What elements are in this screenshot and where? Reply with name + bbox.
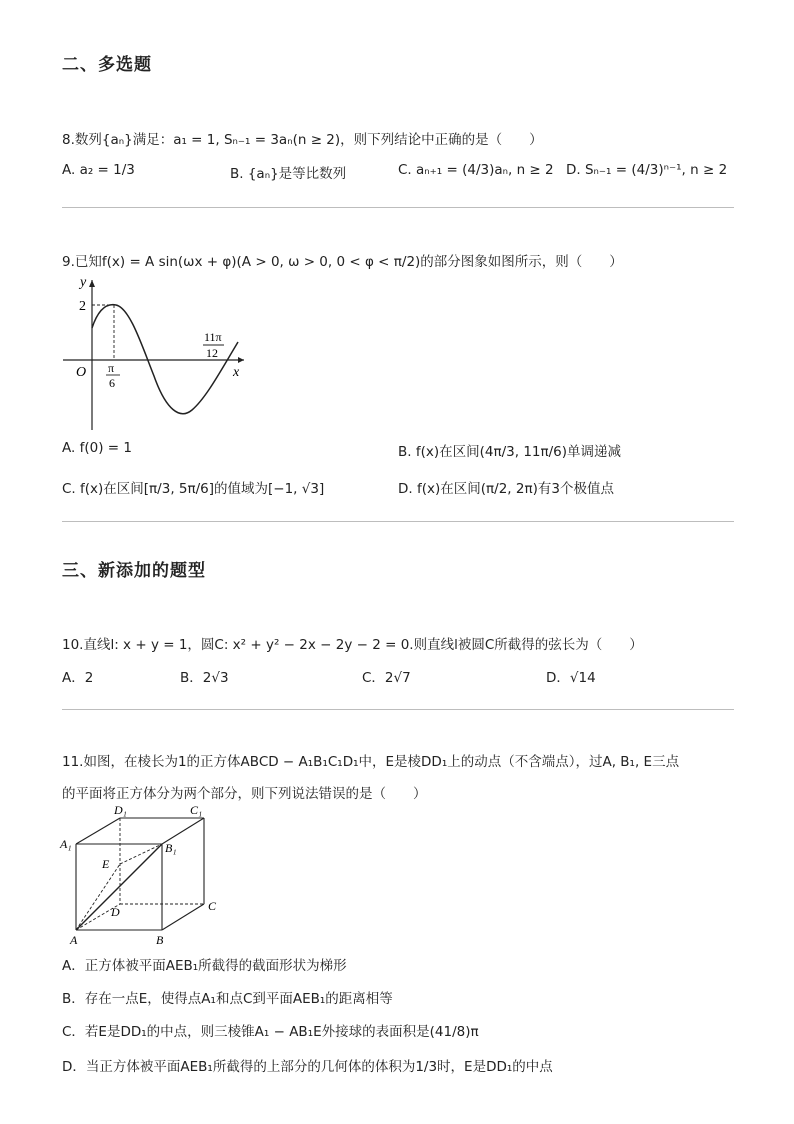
- question-11-option-b: B．存在一点E，使得点A₁和点C到平面AEB₁的距离相等: [62, 991, 393, 1007]
- y-axis-label: y: [80, 275, 87, 290]
- question-11-stem-line-2: 的平面将正方体分为两个部分，则下列说法错误的是（ ）: [62, 786, 427, 802]
- question-10-option-d: D．√14: [546, 670, 596, 686]
- label-C1: C₁: [190, 803, 203, 817]
- question-10-option-b: B．2√3: [180, 670, 229, 686]
- label-B: B: [156, 933, 164, 947]
- divider: [62, 521, 734, 522]
- question-9-option-a: A. f(0) = 1: [62, 440, 132, 456]
- question-11-option-c: C．若E是DD₁的中点，则三棱锥A₁ − AB₁E外接球的表面积是(41/8)π: [62, 1024, 479, 1040]
- divider: [62, 207, 734, 208]
- label-A1: A₁: [60, 837, 72, 851]
- question-8-option-d: D. Sₙ₋₁ = (4/3)ⁿ⁻¹, n ≥ 2: [566, 162, 728, 178]
- question-10-option-c: C．2√7: [362, 670, 411, 686]
- question-8-option-b: B. {aₙ}是等比数列: [230, 166, 347, 182]
- origin-label: O: [76, 365, 87, 380]
- question-11-stem-line-1: 11.如图，在棱长为1的正方体ABCD − A₁B₁C₁D₁中，E是棱DD₁上的动点（不含端点），过A, B₁, E三点: [62, 754, 680, 770]
- edge-BC: [162, 904, 204, 930]
- question-9-stem: 9.已知f(x) = A sin(ωx + φ)(A > 0, ω > 0, 0 < φ < π/2)的部分图象如图所示，则（ ）: [62, 254, 623, 270]
- label-B1: B₁: [165, 841, 177, 855]
- question-9-option-d: D. f(x)在区间(π/2, 2π)有3个极值点: [398, 481, 614, 497]
- x-axis-arrow-icon: [238, 357, 244, 363]
- edge-A1D1: [76, 818, 120, 844]
- section-title-multi-choice: 二、多选题: [62, 55, 152, 75]
- segment-EB1-hidden: [120, 844, 162, 864]
- x-tick-pi-6-denominator: 6: [109, 376, 115, 390]
- question-10-stem: 10.直线l: x + y = 1，圆C: x² + y² − 2x − 2y − 2 = 0.则直线l被圆C所截得的弦长为（ ）: [62, 637, 643, 653]
- y-axis-arrow-icon: [89, 280, 95, 287]
- question-9-option-c: C. f(x)在区间[π/3, 5π/6]的值域为[−1, √3]: [62, 481, 325, 497]
- question-11-option-a: A．正方体被平面AEB₁所截得的截面形状为梯形: [62, 958, 347, 974]
- x-tick-11pi-12-denominator: 12: [206, 346, 218, 360]
- x-tick-pi-6-numerator: π: [108, 361, 115, 375]
- question-8-option-c: C. aₙ₊₁ = (4/3)aₙ, n ≥ 2: [398, 162, 554, 178]
- question-10-option-a: A．2: [62, 670, 94, 686]
- label-C: C: [208, 899, 217, 913]
- question-9-option-b: B. f(x)在区间(4π/3, 11π/6)单调递减: [398, 444, 622, 460]
- question-11-option-d: D．当正方体被平面AEB₁所截得的上部分的几何体的体积为1/3时，E是DD₁的中点: [62, 1059, 553, 1075]
- question-11-cube-figure: [58, 802, 228, 948]
- label-E: E: [102, 857, 110, 871]
- y-tick-2: 2: [79, 299, 86, 314]
- label-D1: D₁: [114, 803, 127, 817]
- label-A: A: [70, 933, 78, 947]
- question-8-option-a: A. a₂ = 1/3: [62, 162, 135, 178]
- question-8-stem: 8.数列{aₙ}满足：a₁ = 1, Sₙ₋₁ = 3aₙ(n ≥ 2)，则下列结论中正确的是（ ）: [62, 132, 543, 148]
- section-title-new-questions: 三、新添加的题型: [62, 561, 206, 581]
- x-axis-label: x: [233, 365, 240, 380]
- divider: [62, 709, 734, 710]
- question-9-sine-graph: [58, 272, 258, 434]
- x-tick-11pi-12-numerator: 11π: [204, 330, 222, 344]
- segment-AE-hidden: [76, 864, 120, 930]
- label-D: D: [111, 905, 120, 919]
